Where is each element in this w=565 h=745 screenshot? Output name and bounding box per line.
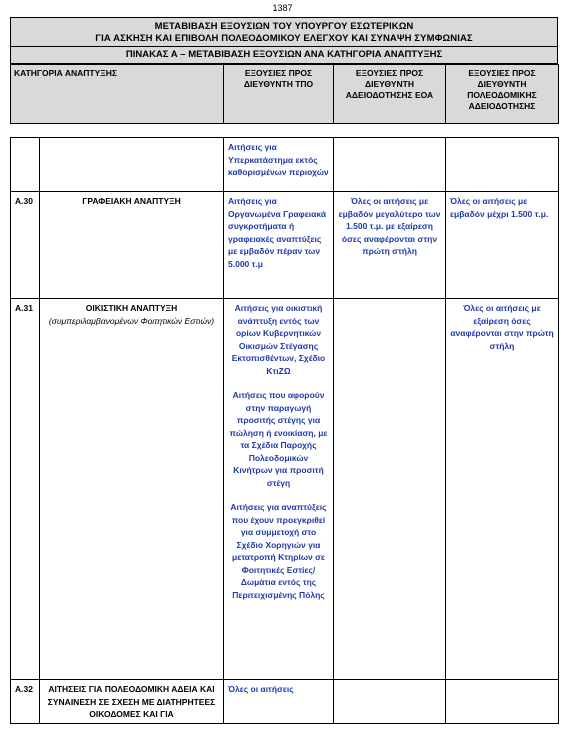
title-line-2: ΓΙΑ ΑΣΚΗΣΗ ΚΑΙ ΕΠΙΒΟΛΗ ΠΟΛΕΟΔΟΜΙΚΟΥ ΕΛΕΓΧΟΥ ΚΑΙ ΣΥΝΑΨΗ ΣΥΜΦΩΝΙΑΣ [95, 33, 473, 44]
category-note: (συμπεριλαμβανομένων Φοιτητικών Εστιών) [48, 315, 215, 326]
table-row [11, 192, 559, 299]
tpo-paragraph: Αιτήσεις που αφορούν στην παραγωγή προσιτής στέγης για πώληση ή ενοικίαση, με τα Σχέδια Παροχής Πολεοδομικών Κινήτρων για προσιτή στέγη [229, 390, 328, 488]
row-planning: Όλες οι αιτήσεις με εξαίρεση όσες αναφέρονται στην πρώτη στήλη [446, 299, 559, 680]
row-eoa [334, 138, 446, 192]
category-title: ΟΙΚΙΣΤΙΚΗ ΑΝΑΠΤΥΞΗ [85, 303, 178, 313]
tpo-paragraph: Αιτήσεις για οικιστική ανάπτυξη εντός των ορίων Κυβερνητικών Οικισμών Στέγασης Εκτοπισθέντων, Σχέδιο ΚτιΖΩ [231, 303, 326, 376]
row-category: ΓΡΑΦΕΙΑΚΗ ΑΝΑΠΤΥΞΗ [40, 192, 224, 299]
row-planning [446, 138, 559, 192]
row-eoa: Όλες οι αιτήσεις με εμβαδόν μεγαλύτερο των 1.500 τ.μ. με εξαίρεση όσες αναφέρονται στην πρώτη στήλη [334, 192, 446, 299]
column-header-tpo: ΕΞΟΥΣΙΕΣ ΠΡΟΣ ΔΙΕΥΘΥΝΤΗ ΤΠΟ [224, 65, 334, 124]
row-tpo: Όλες οι αιτήσεις [224, 680, 334, 724]
table-row [11, 680, 559, 724]
table-subtitle: ΠΙΝΑΚΑΣ Α – ΜΕΤΑΒΙΒΑΣΗ ΕΞΟΥΣΙΩΝ ΑΝΑ ΚΑΤΗΓΟΡΙΑ ΑΝΑΠΤΥΞΗΣ [10, 47, 558, 64]
row-code: Α.31 [11, 299, 40, 680]
title-line-1: ΜΕΤΑΒΙΒΑΣΗ ΕΞΟΥΣΙΩΝ ΤΟΥ ΥΠΟΥΡΓΟΥ ΕΣΩΤΕΡΙΚΩΝ [154, 21, 414, 32]
row-category [40, 299, 224, 680]
row-code [11, 138, 40, 192]
column-header-category: ΚΑΤΗΓΟΡΙΑ ΑΝΑΠΤΥΞΗΣ [11, 65, 224, 124]
table-row [11, 138, 559, 192]
row-eoa [334, 680, 446, 724]
column-header-row [10, 64, 559, 124]
row-planning: Όλες οι αιτήσεις με εμβαδόν μέχρι 1.500 τ.μ. [446, 192, 559, 299]
table-row [11, 299, 559, 680]
row-code: Α.32 [11, 680, 40, 724]
column-header-eoa: ΕΞΟΥΣΙΕΣ ΠΡΟΣ ΔΙΕΥΘΥΝΤΗ ΑΔΕΙΟΔΟΤΗΣΗΣ ΕΟΑ [334, 65, 446, 124]
authority-table [10, 137, 559, 724]
document-title [10, 17, 558, 47]
row-eoa [334, 299, 446, 680]
row-tpo: Αιτήσεις για Οργανωμένα Γραφειακά συγκροτήματα ή γραφειακές αναπτύξεις με εμβαδόν πέραν των 5.000 τ.μ [224, 192, 334, 299]
page-number: 1387 [272, 3, 293, 13]
row-planning [446, 680, 559, 724]
row-category [40, 138, 224, 192]
column-header-planning: ΕΞΟΥΣΙΕΣ ΠΡΟΣ ΔΙΕΥΘΥΝΤΗ ΠΟΛΕΟΔΟΜΙΚΗΣ ΑΔΕΙΟΔΟΤΗΣΗΣ [446, 65, 559, 124]
row-tpo [224, 299, 334, 680]
tpo-paragraph: Αιτήσεις για αναπτύξεις που έχουν προεγκριθεί για συμμετοχή στο Σχέδιο Χορηγιών για μετατροπή Κτηρίων σε Φοιτητικές Εστίες/Δωμάτια εντός της Περιτειχισμένης Πόλης [230, 502, 327, 600]
row-tpo: Αιτήσεις για Υπερκατάστημα εκτός καθορισμένων περιοχών [224, 138, 334, 192]
row-code: Α.30 [11, 192, 40, 299]
row-category: ΑΙΤΗΣΕΙΣ ΓΙΑ ΠΟΛΕΟΔΟΜΙΚΗ ΑΔΕΙΑ ΚΑΙ ΣΥΝΑΙΝΕΣΗ ΣΕ ΣΧΕΣΗ ΜΕ ΔΙΑΤΗΡΗΤΕΕΣ ΟΙΚΟΔΟΜΕΣ ΚΑΙ ΓΙΑ [40, 680, 224, 724]
